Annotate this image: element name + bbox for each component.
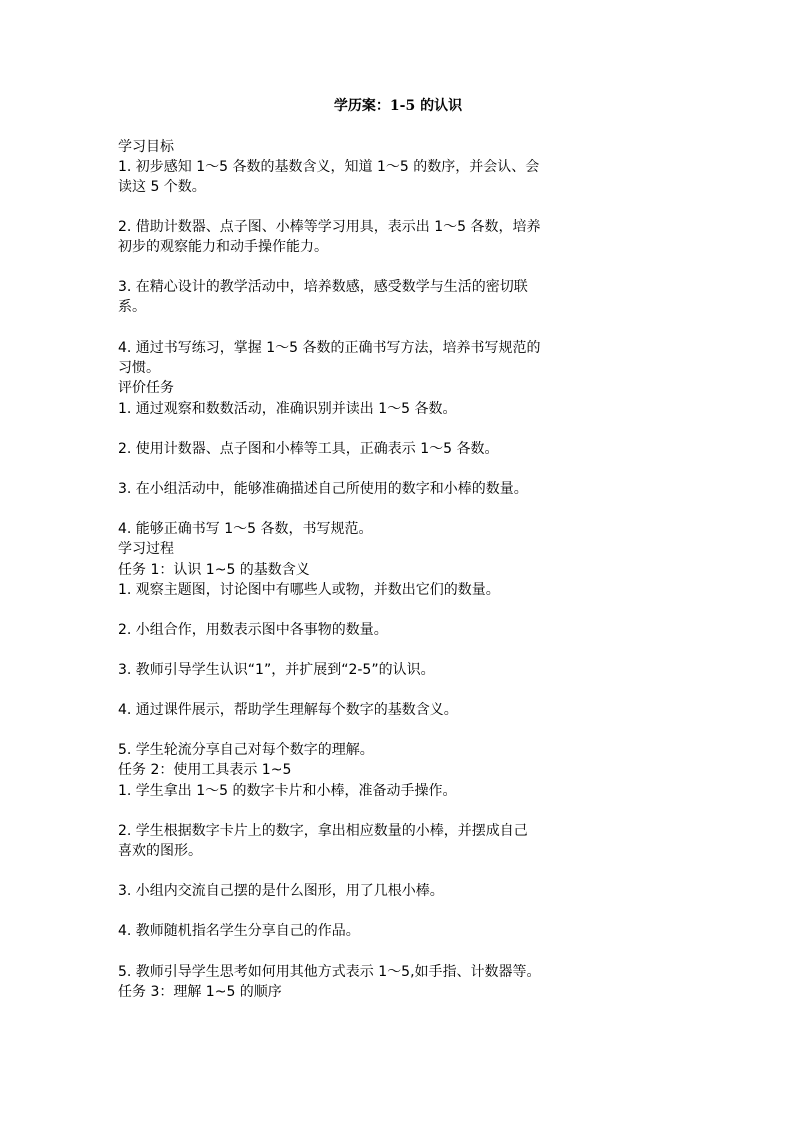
section-heading-goals: 学习目标 <box>118 139 174 155</box>
assessment-item-1: 1. 通过观察和数数活动，准确识别并读出 1～5 各数。 <box>118 401 457 417</box>
page-title: 学历案：1-5 的认识 <box>333 98 463 114</box>
section-heading-assessment: 评价任务 <box>118 380 174 396</box>
task-1-step-5: 5. 学生轮流分享自己对每个数字的理解。 <box>118 742 374 758</box>
task-3-heading: 任务 3：理解 1~5 的顺序 <box>118 984 282 1000</box>
goal-4-line-1: 4. 通过书写练习，掌握 1～5 各数的正确书写方法，培养书写规范的 <box>118 340 541 356</box>
goal-3-line-1: 3. 在精心设计的教学活动中，培养数感，感受数学与生活的密切联 <box>118 279 528 295</box>
task-1-step-2: 2. 小组合作，用数表示图中各事物的数量。 <box>118 622 388 638</box>
goal-2-line-1: 2. 借助计数器、点子图、小棒等学习用具，表示出 1～5 各数，培养 <box>118 219 541 235</box>
task-1-step-1: 1. 观察主题图，讨论图中有哪些人或物，并数出它们的数量。 <box>118 582 500 598</box>
task-2-step-3: 3. 小组内交流自己摆的是什么图形，用了几根小棒。 <box>118 883 444 899</box>
assessment-item-4: 4. 能够正确书写 1～5 各数，书写规范。 <box>118 521 373 537</box>
section-heading-process: 学习过程 <box>118 541 174 557</box>
task-2-heading: 任务 2：使用工具表示 1~5 <box>118 762 292 778</box>
task-2-step-2-line-1: 2. 学生根据数字卡片上的数字，拿出相应数量的小棒，并摆成自己 <box>118 823 528 839</box>
task-2-step-5: 5. 教师引导学生思考如何用其他方式表示 1～5,如手指、计数器等。 <box>118 964 541 980</box>
goal-2-line-2: 初步的观察能力和动手操作能力。 <box>118 239 328 255</box>
task-1-step-3: 3. 教师引导学生认识“1”，并扩展到“2-5”的认识。 <box>118 662 435 678</box>
assessment-item-3: 3. 在小组活动中，能够准确描述自己所使用的数字和小棒的数量。 <box>118 481 528 497</box>
goal-3-line-2: 系。 <box>118 299 146 315</box>
task-2-step-2-line-2: 喜欢的图形。 <box>118 843 202 859</box>
task-1-step-4: 4. 通过课件展示，帮助学生理解每个数字的基数含义。 <box>118 702 458 718</box>
goal-4-line-2: 习惯。 <box>118 360 160 376</box>
task-1-heading: 任务 1：认识 1~5 的基数含义 <box>118 562 310 578</box>
task-2-step-1: 1. 学生拿出 1～5 的数字卡片和小棒，准备动手操作。 <box>118 783 457 799</box>
goal-1-line-2: 读这 5 个数。 <box>118 179 206 195</box>
assessment-item-2: 2. 使用计数器、点子图和小棒等工具，正确表示 1～5 各数。 <box>118 441 499 457</box>
goal-1-line-1: 1. 初步感知 1～5 各数的基数含义，知道 1～5 的数序，并会认、会 <box>118 159 540 175</box>
task-2-step-4: 4. 教师随机指名学生分享自己的作品。 <box>118 923 360 939</box>
